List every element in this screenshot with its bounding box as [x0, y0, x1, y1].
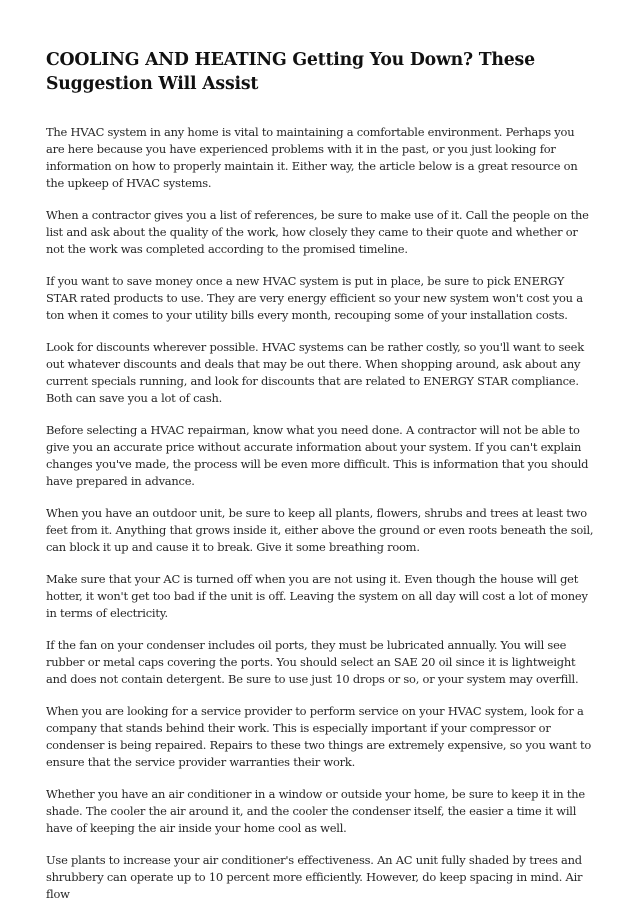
paragraph-6: When you have an outdoor unit, be sure to keep all plants, flowers, shrubs and trees at least two feet from it. Anything that grows inside it, either above the ground or even roots beneath the soil, can block it up and cause it to break. Give it some breathing room.: [46, 506, 594, 554]
paragraph-10: Whether you have an air conditioner in a window or outside your home, be sure to keep it in the shade. The cooler the air around it, and the cooler the condenser itself, the easier a time it will have of keeping the air inside your home cool as well.: [46, 787, 585, 835]
paragraph-1: The HVAC system in any home is vital to maintaining a comfortable environment. Perhaps you are here because you have experienced problems with it in the past, or you just looking for information on how to properly maintain it. Either way, the article below is a great resource on the upkeep of HVAC systems.: [46, 125, 578, 190]
paragraph-11: Use plants to increase your air conditioner's effectiveness. An AC unit fully shaded by trees and shrubbery can operate up to 10 percent more efficiently. However, do keep spacing in mind. Air flow: [46, 853, 583, 901]
paragraph-7: Make sure that your AC is turned off when you are not using it. Even though the house will get hotter, it won't get too bad if the unit is off. Leaving the system on all day will cost a lot of money in terms of electricity.: [46, 572, 588, 620]
document-page: [46, 48, 594, 918]
paragraph-3: If you want to save money once a new HVAC system is put in place, be sure to pick ENERGY STAR rated products to use. They are very energy efficient so your new system won't cost you a ton when it comes to your utility bills every month, recouping some of your installation costs.: [46, 274, 583, 322]
paragraph-4: Look for discounts wherever possible. HVAC systems can be rather costly, so you'll want to seek out whatever discounts and deals that may be out there. When shopping around, ask about any current specials running, and look for discounts that are related to ENERGY STAR compliance. Both can save you a lot of cash.: [46, 340, 584, 405]
paragraph-8: If the fan on your condenser includes oil ports, they must be lubricated annually. You will see rubber or metal caps covering the ports. You should select an SAE 20 oil since it is lightweight and does not contain detergent. Be sure to use just 10 drops or so, or your system may overfill.: [46, 638, 579, 686]
document-title: COOLING AND HEATING Getting You Down? These Suggestion Will Assist: [46, 50, 535, 94]
paragraph-9: When you are looking for a service provider to perform service on your HVAC system, look for a company that stands behind their work. This is especially important if your compressor or condenser is being repaired. Repairs to these two things are extremely expensive, so you want to ensure that the service provider warranties their work.: [46, 704, 592, 769]
paragraph-5: Before selecting a HVAC repairman, know what you need done. A contractor will not be able to give you an accurate price without accurate information about your system. If you can't explain changes you've made, the process will be even more difficult. This is information that you should have prepared in advance.: [46, 423, 589, 488]
paragraph-2: When a contractor gives you a list of references, be sure to make use of it. Call the people on the list and ask about the quality of the work, how closely they came to their quote and whether or not the work was completed according to the promised timeline.: [46, 208, 589, 256]
